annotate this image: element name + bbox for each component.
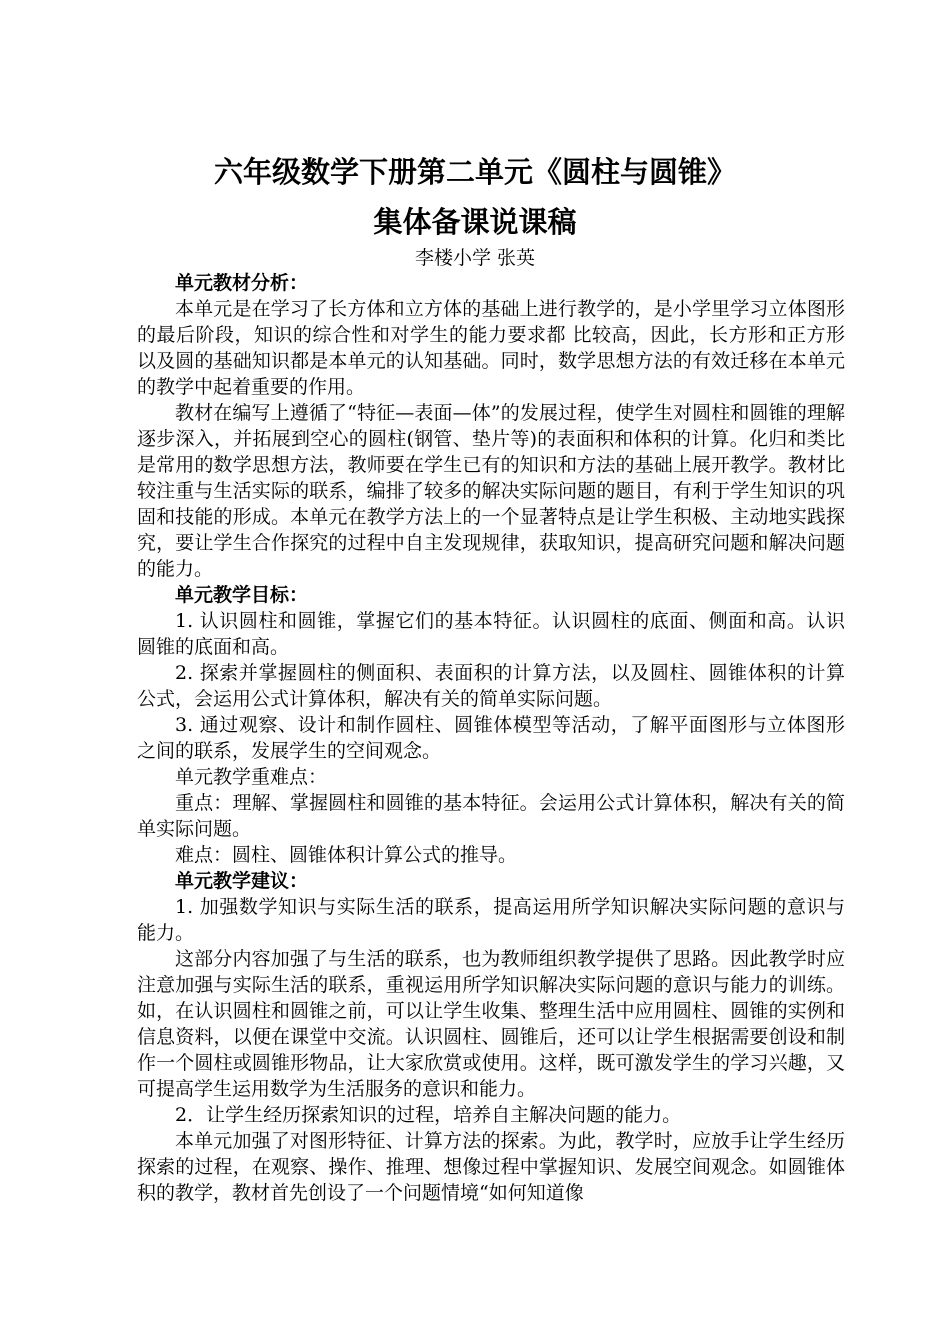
- document-body: [137, 270, 845, 1206]
- section-heading-analysis: 单元教材分析：: [175, 272, 309, 294]
- document-title: 六年级数学下册第二单元《圆柱与圆锥》: [213, 155, 736, 189]
- paragraph: 这部分内容加强了与生活的联系，也为教师组织教学提供了思路。因此教学时应注意加强与实际生活的联系，重视运用所学知识解决实际问题的意识与能力的训练。如，在认识圆柱和圆锥之前，可以让学生收集、整理生活中应用圆柱、圆锥的实例和信息资料，以便在课堂中交流。认识圆柱、圆锥后，还可以让学生根据需要创设和制作一个圆柱或圆锥形物品，让大家欣赏或使用。这样，既可激发学生的学习兴趣，又可提高学生运用数学为生活服务的意识和能力。: [137, 948, 845, 1100]
- paragraph: 本单元加强了对图形特征、计算方法的探索。为此，教学时，应放手让学生经历探索的过程，在观察、操作、推理、想像过程中掌握知识、发展空间观念。如圆锥体积的教学，教材首先创设了一个问题情境“如何知道像: [137, 1130, 845, 1204]
- section-heading-suggestions: 单元教学建议：: [175, 870, 309, 892]
- section-heading-goals: 单元教学目标：: [175, 584, 309, 606]
- document-subtitle: 集体备课说课稿: [373, 205, 577, 239]
- key-point-focus: 重点：理解、掌握圆柱和圆锥的基本特征。会运用公式计算体积，解决有关的简单实际问题。: [137, 792, 845, 840]
- key-point-difficulty: 难点：圆柱、圆锥体积计算公式的推导。: [175, 844, 518, 866]
- section-heading-key-points: 单元教学重难点：: [175, 766, 328, 788]
- suggestion-item: 2．让学生经历探索知识的过程，培养自主解决问题的能力。: [175, 1104, 682, 1126]
- paragraph: 教材在编写上遵循了“特征—表面—体”的发展过程，使学生对圆柱和圆锥的理解逐步深入，并拓展到空心的圆柱(钢管、垫片等)的表面积和体积的计算。化归和类比是常用的数学思想方法，教师要在学生已有的知识和方法的基础上展开教学。教材比较注重与生活实际的联系，编排了较多的解决实际问题的题目，有利于学生知识的巩固和技能的形成。本单元在教学方法上的一个显著特点是让学生积极、主动地实践探究，要让学生合作探究的过程中自主发现规律，获取知识，提高研究问题和解决问题的能力。: [137, 402, 845, 580]
- goal-item: 2. 探索并掌握圆柱的侧面积、表面积的计算方法，以及圆柱、圆锥体积的计算公式，会运用公式计算体积，解决有关的简单实际问题。: [137, 662, 845, 710]
- author-line: 李楼小学 张英: [414, 247, 536, 269]
- suggestion-item: 1. 加强数学知识与实际生活的联系，提高运用所学知识解决实际问题的意识与能力。: [137, 896, 845, 944]
- goal-item: 1. 认识圆柱和圆锥，掌握它们的基本特征。认识圆柱的底面、侧面和高。认识圆锥的底面和高。: [137, 610, 845, 658]
- paragraph: 本单元是在学习了长方体和立方体的基础上进行教学的，是小学里学习立体图形的最后阶段，知识的综合性和对学生的能力要求都 比较高，因此，长方形和正方形以及圆的基础知识都是本单元的认知基础。同时，数学思想方法的有效迁移在本单元的教学中起着重要的作用。: [137, 298, 845, 398]
- goal-item: 3. 通过观察、设计和制作圆柱、圆锥体模型等活动，了解平面图形与立体图形之间的联系，发展学生的空间观念。: [137, 714, 845, 762]
